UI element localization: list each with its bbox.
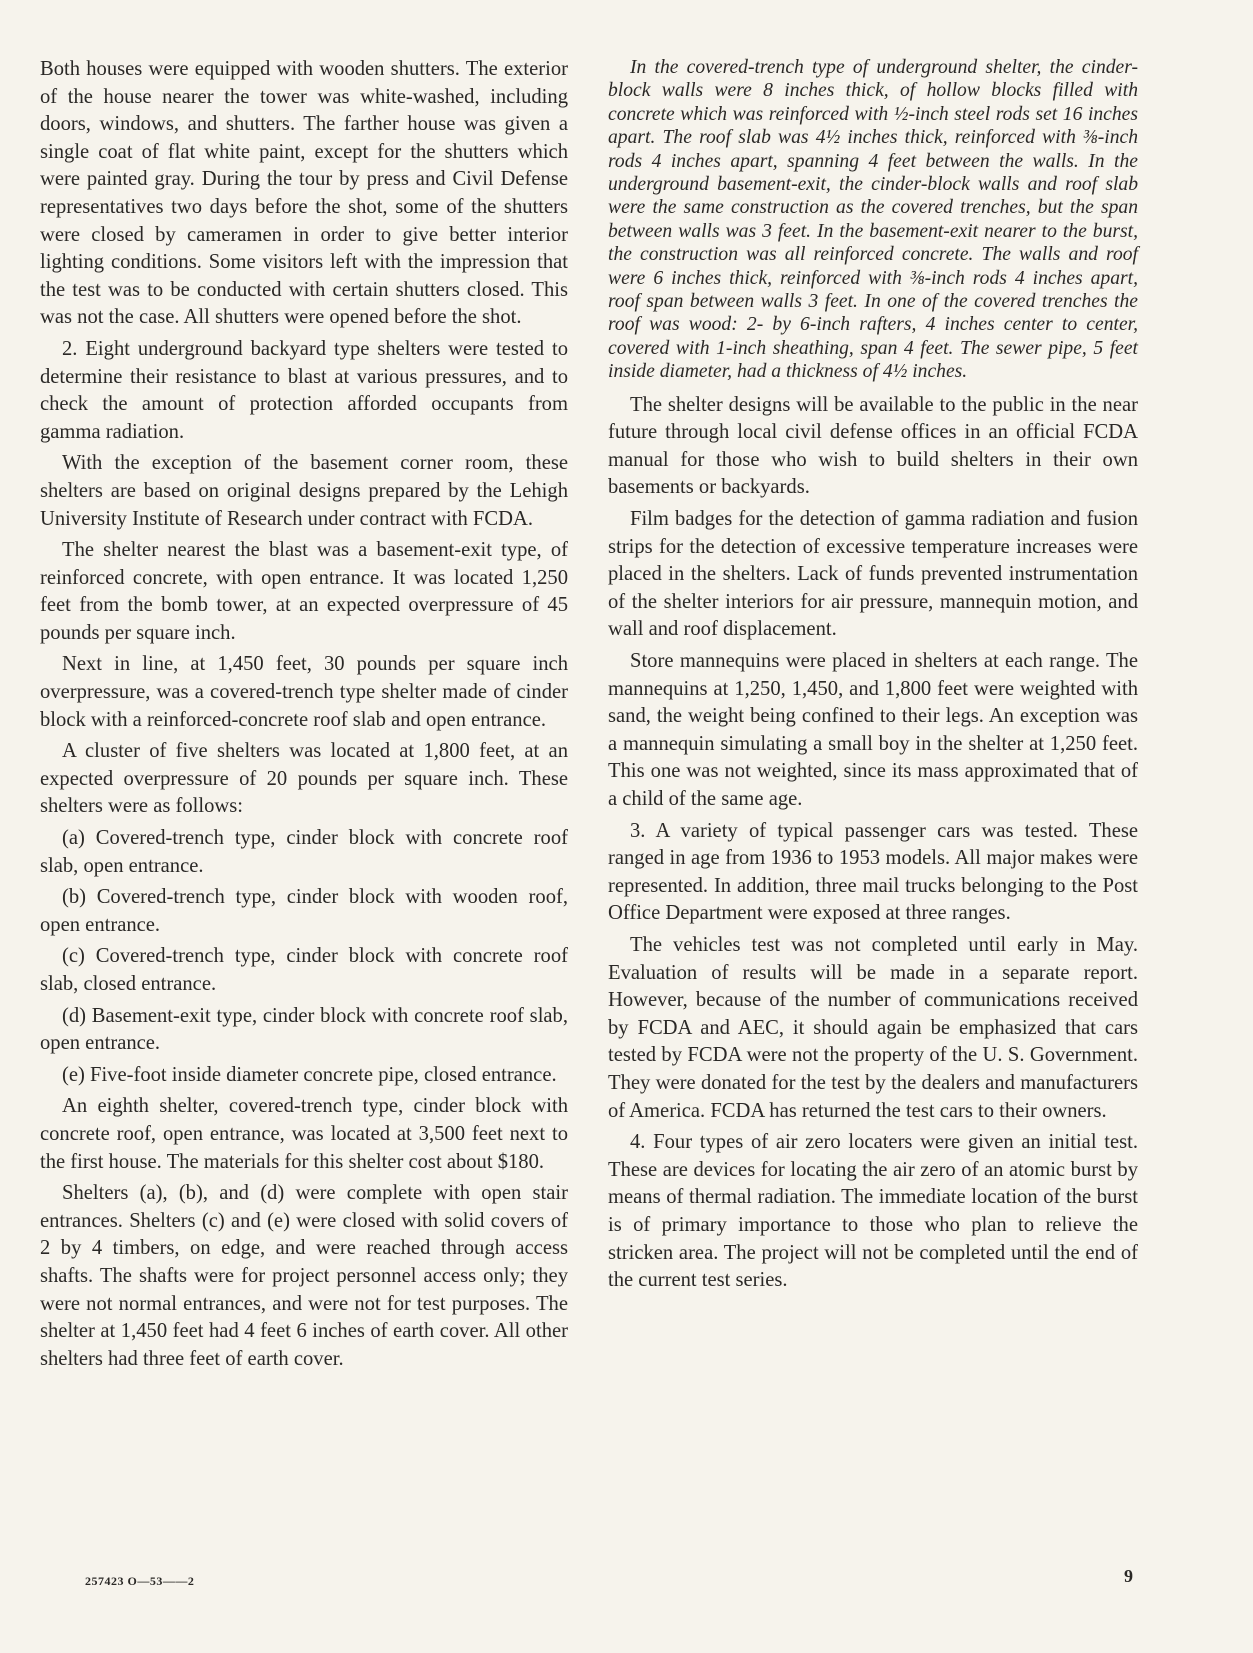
list-item: (c) Covered-trench type, cinder block with concrete roof slab, closed entrance. — [40, 945, 568, 995]
paragraph: 4. Four types of air zero locaters were given an initial test. These are devices for locating the air zero of an atomic burst by means of thermal radiation. The immediate location of the burst is of primary importance to those who plan to relieve the stricken area. The project will not be completed until the end of the current test series. — [608, 1131, 1138, 1292]
paragraph: The shelter nearest the blast was a basement-exit type, of reinforced concrete, with open entrance. It was located 1,250 feet from the bomb tower, at an expected overpressure of 45 pounds per square inch. — [40, 539, 568, 644]
list-item: (d) Basement-exit type, cinder block with concrete roof slab, open entrance. — [40, 1004, 568, 1055]
paragraph: Store mannequins were placed in shelters at each range. The mannequins at 1,250, 1,450, and 1,800 feet were weighted with sand, the weight being confined to their legs. An exception was a mannequin simulating a small boy in the shelter at 1,250 feet. This one was not weighted, since its mass approximated that of a child of the same age. — [608, 650, 1138, 810]
paragraph: The shelter designs will be available to the public in the near future through local civil defense offices in an official FCDA manual for those who wish to build shelters in their own basements or backyards. — [608, 393, 1138, 499]
right-column — [608, 56, 1138, 1299]
list-item: (b) Covered-trench type, cinder block with wooden roof, open entrance. — [40, 886, 568, 936]
paragraph: An eighth shelter, covered-trench type, cinder block with concrete roof, open entrance, was located at 3,500 feet next to the first house. The materials for this shelter cost about $180. — [40, 1095, 568, 1173]
paragraph: A cluster of five shelters was located at 1,800 feet, at an expected overpressure of 20 pounds per square inch. These shelters were as follows: — [40, 740, 568, 818]
paragraph: Shelters (a), (b), and (d) were complete with open stair entrances. Shelters (c) and (e) were closed with solid covers of 2 by 4 timbers, on edge, and were reached through access shafts. The shafts were for project personnel access only; they were not normal entrances, and were not for test purposes. The shelter at 1,450 feet had 4 feet 6 inches of earth cover. All other shelters had three feet of earth cover. — [40, 1182, 568, 1370]
list-item: (a) Covered-trench type, cinder block with concrete roof slab, open entrance. — [40, 827, 568, 877]
paragraph: 2. Eight underground backyard type shelters were tested to determine their resistance to blast at various pressures, and to check the amount of protection afforded occupants from gamma radiation. — [40, 337, 568, 443]
paragraph: Film badges for the detection of gamma radiation and fusion strips for the detection of excessive temperature increases were placed in the shelters. Lack of funds prevented instrumentation of the shelter interiors for air pressure, mannequin motion, and wall and roof displacement. — [608, 508, 1138, 641]
print-code: 257423 O—53——2 — [85, 1574, 195, 1588]
paragraph: With the exception of the basement corner room, these shelters are based on original designs prepared by the Lehigh University Institute of Research under contract with FCDA. — [40, 452, 568, 530]
paragraph: The vehicles test was not completed until early in May. Evaluation of results will be made in a separate report. However, because of the number of communications received by FCDA and AEC, it should again be emphasized that cars tested by FCDA were not the property of the U. S. Government. They were donated for the test by the dealers and manufacturers of America. FCDA has returned the test cars to their owners. — [608, 933, 1138, 1122]
page-number: 9 — [1124, 1566, 1133, 1586]
paragraph: Next in line, at 1,450 feet, 30 pounds per square inch overpressure, was a covered-trench type shelter made of cinder block with a reinforced-concrete roof slab and open entrance. — [40, 653, 568, 731]
paragraph: 3. A variety of typical passenger cars was tested. These ranged in age from 1936 to 1953 models. All major makes were represented. In addition, three mail trucks belonging to the Post Office Department were exposed at three ranges. — [608, 819, 1138, 925]
list-item: (e) Five-foot inside diameter concrete pipe, closed entrance. — [62, 1063, 557, 1086]
left-column — [40, 56, 568, 1377]
construction-details-paragraph: In the covered-trench type of underground shelter, the cinder-block walls were 8 inches thick, of hollow blocks filled with concrete which was reinforced with ½-inch steel rods set 16 inches apart. The roof slab was 4½ inches thick, reinforced with ⅜-inch rods 4 inches apart, spanning 4 feet between the walls. In the underground basement-exit, the cinder-block walls and roof slab were the same construction as the covered trenches, but the span between walls was 3 feet. In the basement-exit nearer to the burst, the construction was all reinforced concrete. The walls and roof were 6 inches thick, reinforced with ⅜-inch rods 4 inches apart, roof span between walls 3 feet. In one of the covered trenches the roof was wood: 2- by 6-inch rafters, 4 inches center to center, covered with 1-inch sheathing, span 4 feet. The sewer pipe, 5 feet inside diameter, had a thickness of 4½ inches. — [608, 57, 1138, 383]
paragraph: Both houses were equipped with wooden shutters. The exterior of the house nearer the tower was white-washed, including doors, windows, and shutters. The farther house was given a single coat of flat white paint, except for the shutters which were painted gray. During the tour by press and Civil Defense representatives two days before the shot, some of the shutters were closed by cameramen in order to give better interior lighting conditions. Some visitors left with the impression that the test was to be conducted with certain shutters closed. This was not the case. All shutters were opened before the shot. — [40, 58, 568, 329]
